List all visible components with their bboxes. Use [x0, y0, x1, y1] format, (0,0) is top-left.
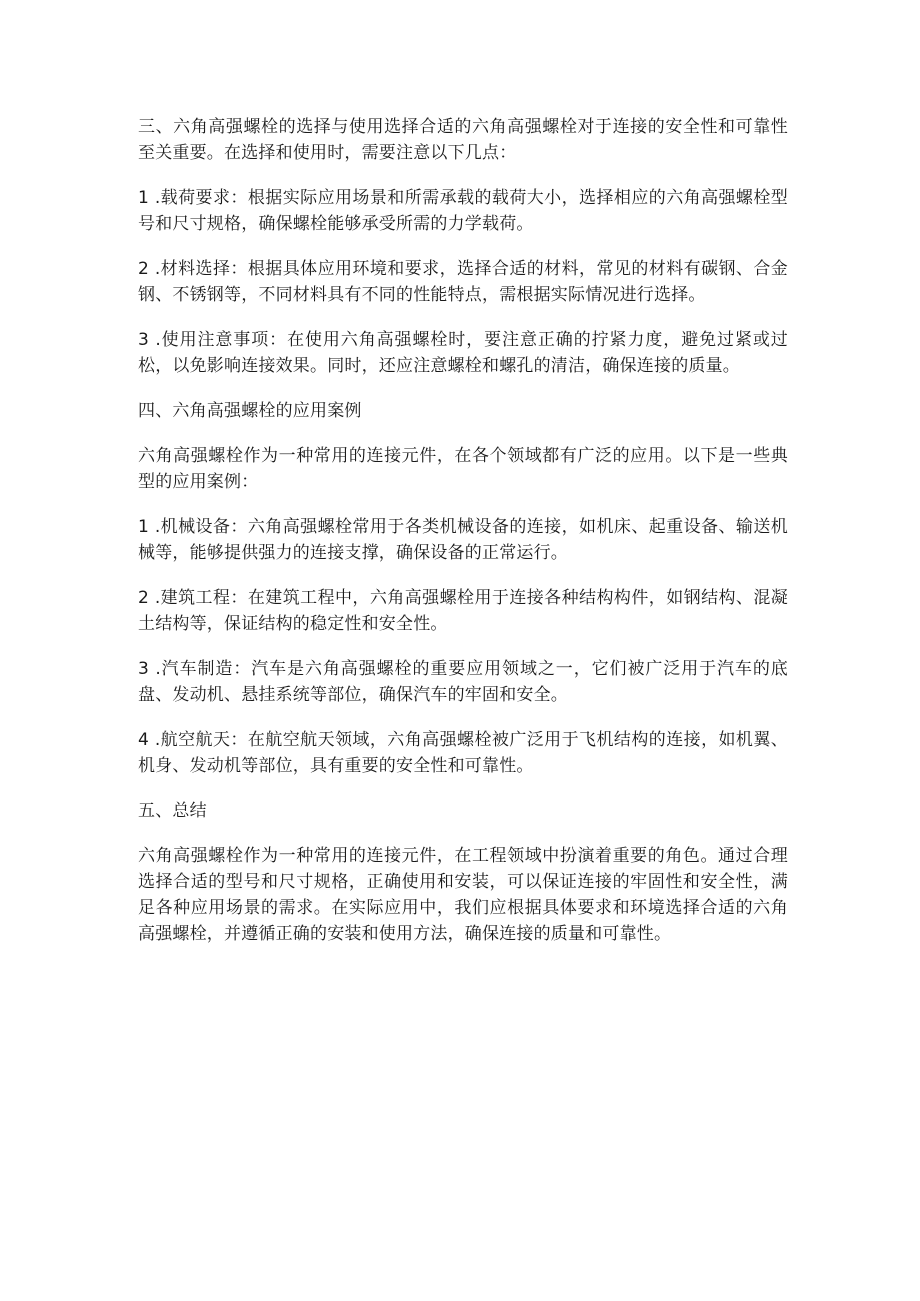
list-item-material-selection: 2 .材料选择：根据具体应用环境和要求，选择合适的材料，常见的材料有碳钢、合金钢、不锈钢等，不同材料具有不同的性能特点，需根据实际情况进行选择。	[138, 259, 788, 305]
list-item-construction-engineering: 2 .建筑工程：在建筑工程中，六角高强螺栓用于连接各种结构构件，如钢结构、混凝土结构等，保证结构的稳定性和安全性。	[138, 588, 788, 634]
list-item-usage-notes: 3 .使用注意事项：在使用六角高强螺栓时，要注意正确的拧紧力度，避免过紧或过松，以免影响连接效果。同时，还应注意螺栓和螺孔的清洁，确保连接的质量。	[138, 330, 788, 376]
paragraph-application-intro: 六角高强螺栓作为一种常用的连接元件，在各个领域都有广泛的应用。以下是一些典型的应用案例：	[138, 446, 788, 492]
section-heading-summary: 五、总结	[138, 801, 207, 821]
list-item-aerospace: 4 .航空航天：在航空航天领域，六角高强螺栓被广泛用于飞机结构的连接，如机翼、机身、发动机等部位，具有重要的安全性和可靠性。	[138, 730, 788, 776]
list-item-load-requirements: 1 .载荷要求：根据实际应用场景和所需承载的载荷大小，选择相应的六角高强螺栓型号和尺寸规格，确保螺栓能够承受所需的力学载荷。	[138, 188, 788, 234]
section-heading-selection-and-use: 三、六角高强螺栓的选择与使用选择合适的六角高强螺栓对于连接的安全性和可靠性至关重要。在选择和使用时，需要注意以下几点：	[138, 117, 788, 163]
section-heading-application-cases: 四、六角高强螺栓的应用案例	[138, 401, 362, 421]
list-item-mechanical-equipment: 1 .机械设备：六角高强螺栓常用于各类机械设备的连接，如机床、起重设备、输送机械等，能够提供强力的连接支撑，确保设备的正常运行。	[138, 517, 788, 563]
list-item-automobile-manufacturing: 3 .汽车制造：汽车是六角高强螺栓的重要应用领域之一，它们被广泛用于汽车的底盘、发动机、悬挂系统等部位，确保汽车的牢固和安全。	[138, 659, 788, 705]
paragraph-summary: 六角高强螺栓作为一种常用的连接元件，在工程领域中扮演着重要的角色。通过合理选择合适的型号和尺寸规格，正确使用和安装，可以保证连接的牢固性和安全性，满足各种应用场景的需求。在实际应用中，我们应根据具体要求和环境选择合适的六角高强螺栓，并遵循正确的安装和使用方法，确保连接的质量和可靠性。	[138, 846, 788, 944]
document-body	[138, 114, 788, 966]
